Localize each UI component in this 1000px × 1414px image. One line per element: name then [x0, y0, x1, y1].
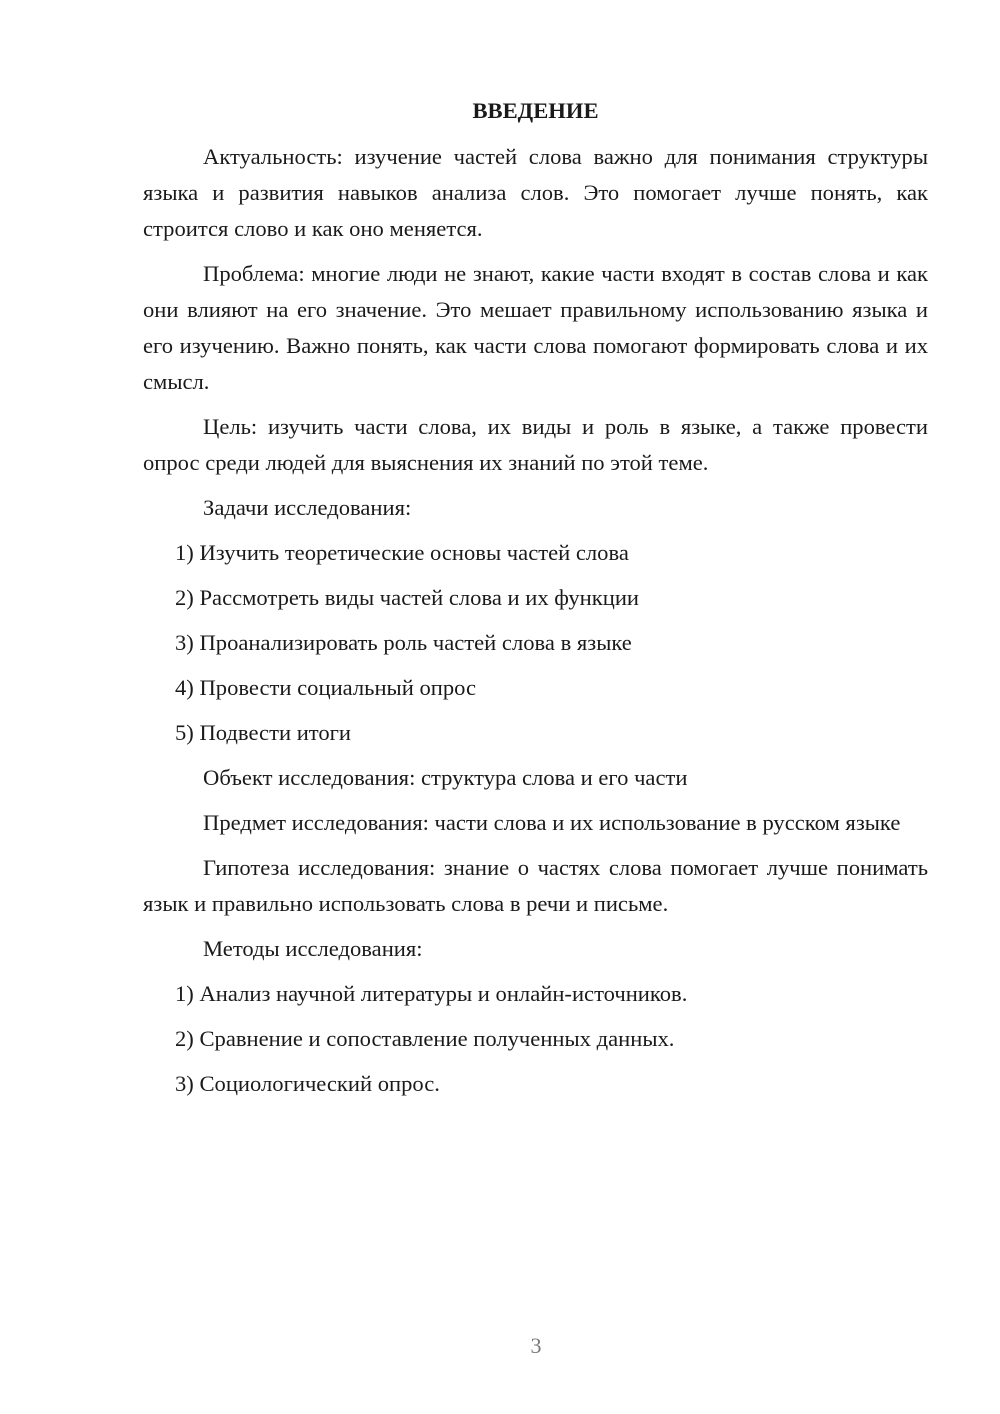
relevance-paragraph: Актуальность: изучение частей слова важно для понимания структуры языка и развития навыков анализа слов. Это помогает лучше понять, как строится слово и как оно меняется. — [143, 144, 928, 241]
method-item: 2) Сравнение и сопоставление полученных данных. — [175, 1026, 675, 1051]
page-number: 3 — [530, 1333, 542, 1358]
goal-paragraph: Цель: изучить части слова, их виды и роль в языке, а также провести опрос среди людей для выяснения их знаний по этой теме. — [143, 414, 928, 475]
task-item: 1) Изучить теоретические основы частей слова — [175, 540, 629, 565]
task-item: 4) Провести социальный опрос — [175, 675, 477, 700]
task-item: 5) Подвести итоги — [175, 720, 352, 745]
hypothesis-paragraph: Гипотеза исследования: знание о частях слова помогает лучше понимать язык и правильно использовать слова в речи и письме. — [143, 855, 928, 916]
method-item: 1) Анализ научной литературы и онлайн-источников. — [175, 981, 688, 1006]
method-item: 3) Социологический опрос. — [175, 1071, 440, 1096]
tasks-label: Задачи исследования: — [203, 495, 412, 520]
task-item: 2) Рассмотреть виды частей слова и их функции — [175, 585, 639, 610]
task-item: 3) Проанализировать роль частей слова в языке — [175, 630, 632, 655]
page-content — [143, 93, 928, 1111]
object-paragraph: Объект исследования: структура слова и его части — [203, 765, 688, 790]
problem-paragraph: Проблема: многие люди не знают, какие части входят в состав слова и как они влияют на его значение. Это мешает правильному использованию языка и его изучению. Важно понять, как части слова помогают формировать слова и их смысл. — [143, 261, 928, 394]
section-heading: ВВЕДЕНИЕ — [472, 98, 599, 123]
methods-label: Методы исследования: — [203, 936, 423, 961]
subject-paragraph: Предмет исследования: части слова и их использование в русском языке — [203, 810, 901, 835]
